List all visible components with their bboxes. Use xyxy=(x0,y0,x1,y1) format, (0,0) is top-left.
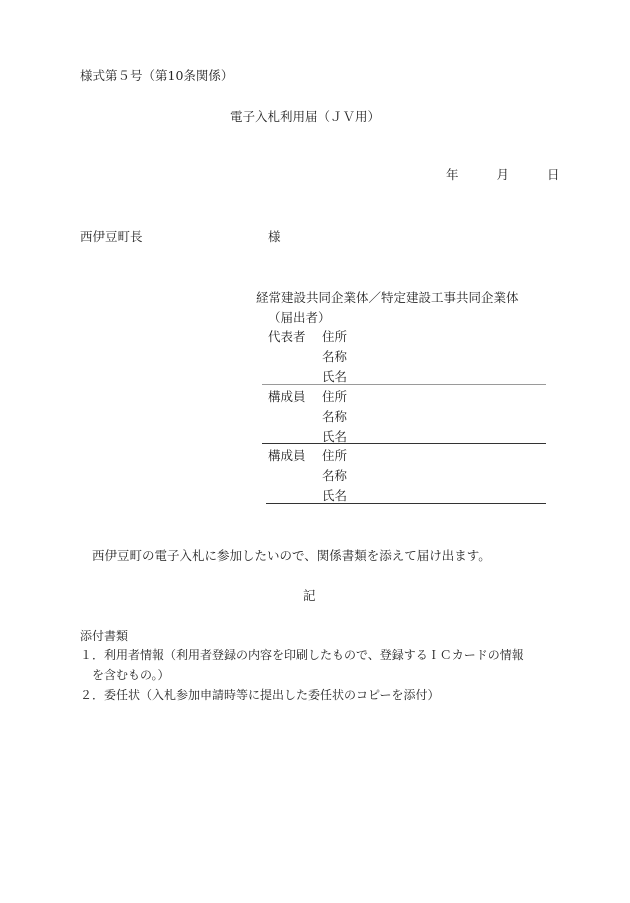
divider xyxy=(262,384,546,385)
divider xyxy=(262,443,546,444)
member-person-label: 氏名 xyxy=(322,429,348,444)
ki-heading: 記 xyxy=(303,588,316,603)
member-name-label: 名称 xyxy=(322,468,348,483)
divider xyxy=(266,503,546,504)
declaration-text: 西伊豆町の電子入札に参加したいので、関係書類を添えて届け出ます。 xyxy=(92,548,491,563)
date-day: 日 xyxy=(546,167,560,182)
member-address-label: 住所 xyxy=(322,448,348,463)
member-address-label: 住所 xyxy=(322,329,348,344)
member-role: 構成員 xyxy=(268,448,306,463)
date-year: 年 xyxy=(446,167,459,182)
member-name-label: 名称 xyxy=(322,409,348,424)
addressee: 西伊豆町長 xyxy=(80,229,143,244)
honorific: 様 xyxy=(268,229,281,244)
member-name-label: 名称 xyxy=(322,349,348,364)
attachments-heading: 添付書類 xyxy=(80,629,129,643)
date-line xyxy=(446,165,559,183)
form-number: 様式第５号（第10条関係） xyxy=(80,68,234,83)
document-title: 電子入札利用届（ＪＶ用） xyxy=(230,109,381,124)
filer-label: （届出者） xyxy=(268,310,331,325)
member-address-label: 住所 xyxy=(322,389,348,404)
member-role: 構成員 xyxy=(268,389,306,404)
member-person-label: 氏名 xyxy=(322,488,348,503)
member-person-label: 氏名 xyxy=(322,369,348,384)
attachment-item: ２．委任状（入札参加申請時等に提出した委任状のコピーを添付） xyxy=(80,688,440,702)
attachment-item: １．利用者情報（利用者登録の内容を印刷したもので、登録するＩＣカードの情報 xyxy=(80,648,524,662)
attachment-item-continuation: を含むもの。） xyxy=(92,668,170,682)
date-month: 月 xyxy=(496,167,509,182)
member-role: 代表者 xyxy=(268,329,306,344)
entity-type: 経常建設共同企業体／特定建設工事共同企業体 xyxy=(256,290,519,305)
